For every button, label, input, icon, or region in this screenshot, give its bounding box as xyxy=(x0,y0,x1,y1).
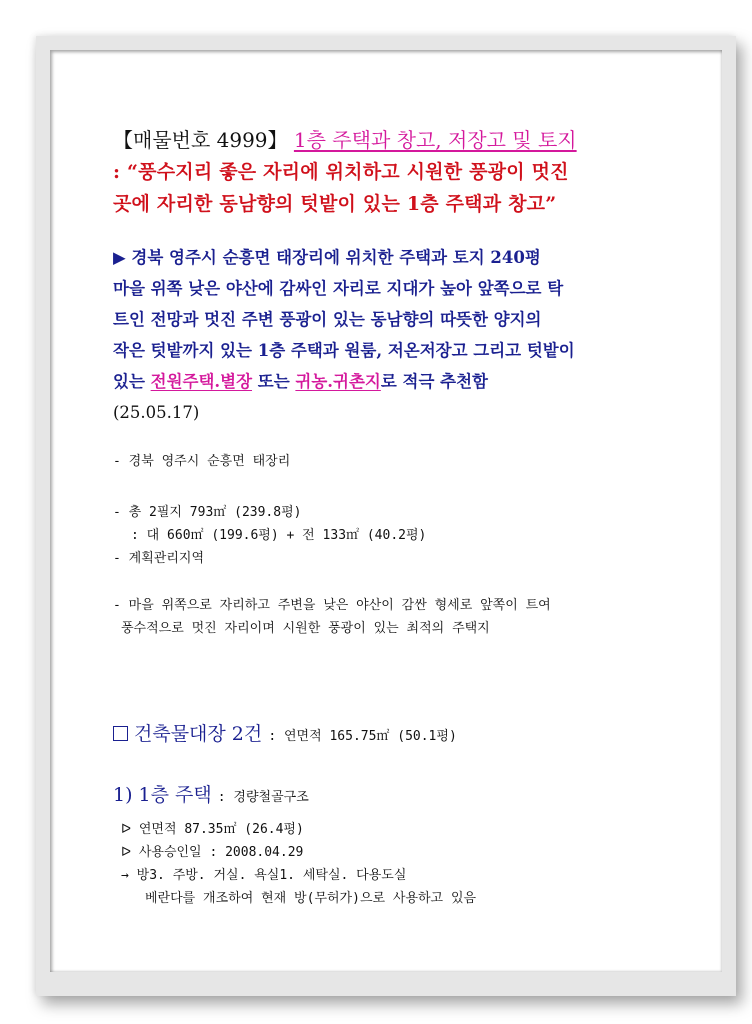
area-block xyxy=(113,501,653,570)
listing-headline: 1층 주택과 창고, 저장고 및 토지 xyxy=(293,128,577,152)
summary-line-2: 마을 위쪽 낮은 야산에 감싸인 자리로 지대가 높아 앞쪽으로 탁 xyxy=(113,279,564,298)
area-breakdown: : 대 660㎡ (199.6평) + 전 133㎡ (40.2평) xyxy=(131,528,427,543)
quote-line-2: 곳에 자리한 동남향의 텃밭이 있는 1층 주택과 창고” xyxy=(113,193,557,215)
house-floor-area: ᐅ 연면적 87.35㎡ (26.4평) xyxy=(121,822,304,837)
listing-content xyxy=(113,124,653,910)
link-country-house: 전원주택.별장 xyxy=(150,372,253,391)
summary-block xyxy=(113,242,653,428)
description-line-1: - 마을 위쪽으로 자리하고 주변을 낮은 야산이 감싼 형세로 앞쪽이 트여 xyxy=(113,598,551,613)
summary-line-1: ▶ 경북 영주시 순흥면 태장리에 위치한 주택과 토지 240평 xyxy=(113,248,541,267)
building-register-title: 건축물대장 2건 xyxy=(134,723,263,745)
address-text: - 경북 영주시 순흥면 태장리 xyxy=(113,454,291,469)
summary-line-3: 트인 전망과 멋진 주변 풍광이 있는 동남향의 따뜻한 양지의 xyxy=(113,310,542,329)
house-rooms: → 방3. 주방. 거실. 욕실1. 세탁실. 다용도실 xyxy=(121,868,407,883)
link-return-to-farm: 귀농.귀촌지 xyxy=(295,372,381,391)
property-number: 【매물번호 4999】 xyxy=(113,128,288,152)
house-heading xyxy=(113,781,653,812)
description-line-2: 풍수적으로 멋진 자리이며 시원한 풍광이 있는 최적의 주택지 xyxy=(121,621,490,636)
summary-line-5-mid: 또는 xyxy=(252,372,296,391)
listing-date: (25.05.17) xyxy=(113,403,200,422)
area-total: - 총 2필지 793㎡ (239.8평) xyxy=(113,505,302,520)
checkbox-square-icon xyxy=(113,726,128,741)
description-block xyxy=(113,594,653,640)
summary-line-5-suffix: 로 적극 추천함 xyxy=(380,372,488,391)
listing-title xyxy=(113,124,653,156)
summary-line-5-prefix: 있는 xyxy=(113,372,151,391)
building-register-note: : 연면적 165.75㎡ (50.1평) xyxy=(268,729,457,744)
house-veranda-note: 베란다를 개조하여 현재 방(무허가)으로 사용하고 있음 xyxy=(145,891,477,906)
house-title: 1) 1층 주택 xyxy=(113,784,212,806)
house-details xyxy=(113,818,653,910)
house-approval-date: ᐅ 사용승인일 : 2008.04.29 xyxy=(121,845,304,860)
zoning-text: - 계획관리지역 xyxy=(113,551,205,566)
building-register-heading xyxy=(113,720,653,751)
quote-line-1: : “풍수지리 좋은 자리에 위치하고 시원한 풍광이 멋진 xyxy=(113,161,569,183)
address-block xyxy=(113,450,653,473)
summary-line-5 xyxy=(113,366,653,397)
house-structure: : 경량철골구조 xyxy=(217,790,309,805)
summary-line-4: 작은 텃밭까지 있는 1층 주택과 원룸, 저온저장고 그리고 텃밭이 xyxy=(113,341,575,360)
